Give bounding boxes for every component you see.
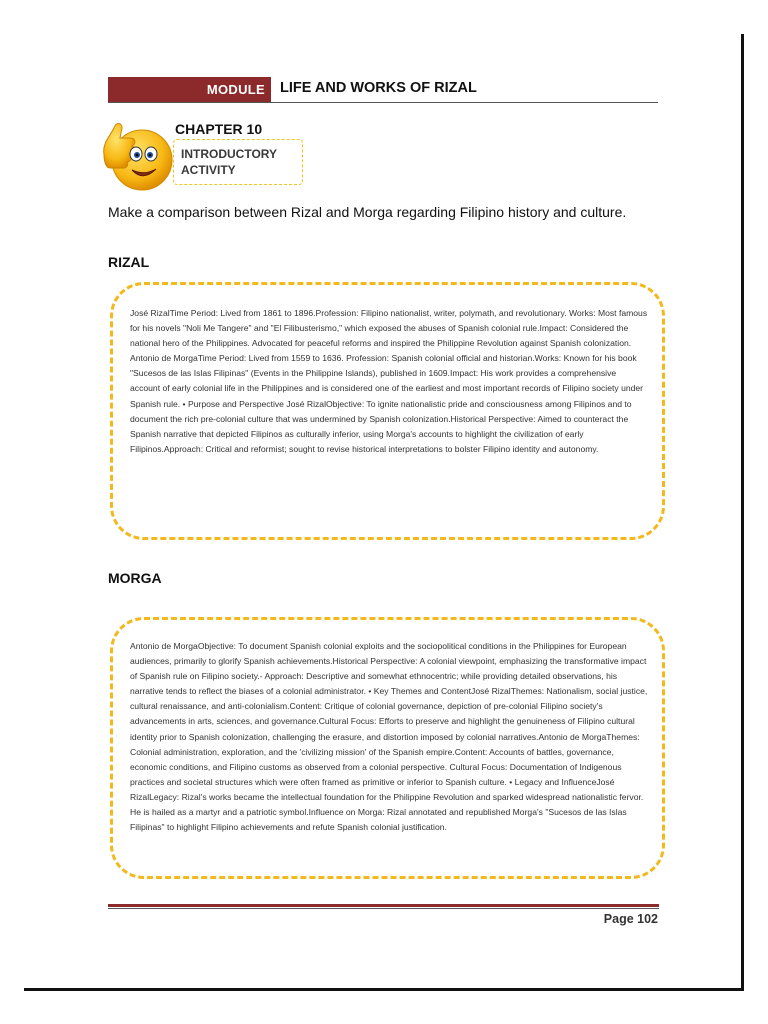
module-header (108, 77, 658, 103)
morga-text: Antonio de MorgaObjective: To document Spanish colonial exploits and the sociopolitical conditions in the Philippines for European audiences, primarily to glorify Spanish achievements.Historical Perspective: A colonial viewpoint, emphasizing the transformative impact of Spanish rule on Filipino society.- Approach: Descriptive and somewhat ethnocentric; while providing detailed observations, his narrative tends to reflect the biases of a colonial administrator. • Key Themes and ContentJosé RizalThemes: Nationalism, social justice, cultural renaissance, and anti-colonialism.Content: Critique of colonial governance, depiction of pre-colonial Filipino society's advancements in arts, sciences, and governance.Cultural Focus: Efforts to preserve and highlight the genuineness of Filipino cultural identity prior to Spanish colonization, challenging the erasure, and distortion imposed by colonial narratives.Antonio de MorgaThemes: Colonial administration, exploration, and the 'civilizing mission' of the Spanish empire.Content: Accounts of battles, governance, economic conditions, and Filipino customs as observed from a colonial perspective. Cultural Focus: Documentation of Indigenous practices and societal structures which were often framed as primitive or inferior to Spanish culture. • Legacy and InfluenceJosé RizalLegacy: Rizal's works became the intellectual foundation for the Philippine Revolution and sparked widespread nationalistic fervor. He is hailed as a martyr and a patriotic symbol.Influence on Morga: Rizal annotated and republished Morga's "Sucesos de las Islas Filipinas" to highlight Filipino achievements and refute Spanish colonial justification. (130, 641, 648, 833)
rizal-heading: RIZAL (108, 254, 150, 270)
chapter-label: CHAPTER 10 (175, 121, 263, 137)
module-tag (108, 77, 271, 102)
rizal-text: José RizalTime Period: Lived from 1861 to 1896.Profession: Filipino nationalist, writer, polymath, and revolutionary. Works: Most famous for his novels "Noli Me Tangere" and "El Filibusterismo," which exposed the abuses of Spanish colonial rule.Impact: Considered the national hero of the Philippines. Advocated for peaceful reforms and inspired the Philippine Revolution against Spanish colonization. Antonio de MorgaTime Period: Lived from 1559 to 1636. Profession: Spanish colonial official and historian.Works: Known for his book "Sucesos de las Islas Filipinas" (Events in the Philippine Islands), published in 1609.Impact: His work provides a comprehensive account of early colonial life in the Philippines and is considered one of the earliest and most important records of Filipino society under Spanish rule. • Purpose and Perspective José RizalObjective: To ignite nationalistic pride and consciousness among Filipinos and to document the rich pre-colonial culture that was undermined by Spanish colonization.Historical Perspective: Aimed to counteract the Spanish narrative that depicted Filipinos as culturally inferior, using Morga's accounts to highlight the civilization of early Filipinos.Approach: Critical and reformist; sought to revise historical interpretations to bolster Filipino identity and autonomy. (130, 308, 648, 454)
footer-rule (108, 904, 659, 907)
thumbs-up-smiley-icon (96, 114, 176, 194)
page-number: Page 102 (603, 912, 658, 926)
footer-rule-thin (108, 908, 659, 909)
instruction-text: Make a comparison between Rizal and Morga regarding Filipino history and culture. (108, 204, 627, 220)
morga-heading: MORGA (108, 570, 162, 586)
activity-title: INTRODUCTORY ACTIVITY (181, 147, 277, 177)
page-edge-bottom (24, 988, 744, 991)
page-edge-right (741, 34, 744, 991)
module-title: LIFE AND WORKS OF RIZAL (280, 80, 477, 96)
module-label: MODULE (206, 82, 265, 97)
